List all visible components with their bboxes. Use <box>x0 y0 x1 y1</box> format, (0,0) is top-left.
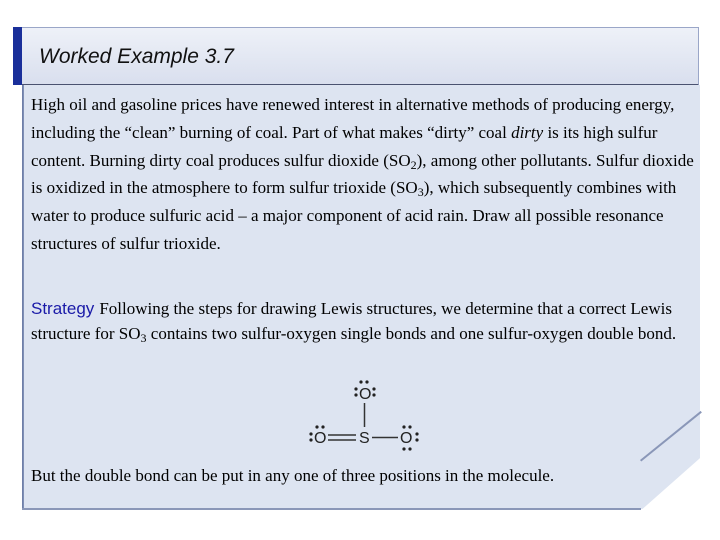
problem-paragraph <box>31 91 697 258</box>
lone-pair-dot <box>321 425 324 428</box>
atom-o-top: O <box>359 386 372 403</box>
lone-pair-dot <box>372 387 375 390</box>
lone-pair-dot <box>359 380 362 383</box>
problem-text-3: ), among other pollutants. Sulfur dioxide is oxidized in the atmosphere to form sulfur trioxide (SO <box>31 150 694 198</box>
panel-bottom-edge <box>22 508 641 510</box>
lone-pair-dot <box>309 432 312 435</box>
strategy-subscript-3: 3 <box>140 331 147 345</box>
lone-pair-dot <box>402 425 405 428</box>
atom-o-right: O <box>400 430 413 447</box>
footer-text: But the double bond can be put in any one of three positions in the molecule. <box>31 466 555 485</box>
lone-pair-dot <box>372 393 375 396</box>
lone-pair-dot <box>402 447 405 450</box>
lone-pair-dot <box>354 393 357 396</box>
lone-pair-dot <box>408 425 411 428</box>
lone-pair-dot <box>315 425 318 428</box>
problem-text-2: is its high sulfur content. Burning dirty coal produces sulfur dioxide (SO <box>31 122 658 170</box>
lewis-structure-so3 <box>300 375 430 455</box>
problem-italic-dirty: dirty <box>511 122 544 142</box>
page-title: Worked Example 3.7 <box>39 45 234 68</box>
lone-pair-dot <box>354 387 357 390</box>
problem-text-4: ), which subsequently combines with water to produce sulfuric acid – a major component of acid rain. Draw all possible resonance structures of sulfur trioxide. <box>31 178 677 253</box>
problem-text-1: High oil and gasoline prices have renewed interest in alternative methods of producing energy, including the “clean” burning of coal. Part of what makes “dirty” coal <box>31 95 675 142</box>
strategy-label: Strategy <box>31 299 95 318</box>
strategy-text-1: Following the steps for drawing Lewis structures, we determine that a correct Lewis structure for SO <box>31 299 672 343</box>
lone-pair-dot <box>415 438 418 441</box>
lone-pair-dot <box>365 380 368 383</box>
subscript-3: 3 <box>417 185 424 200</box>
header-accent-bar <box>13 27 22 85</box>
lone-pair-dot <box>408 447 411 450</box>
subscript-2: 2 <box>410 157 417 172</box>
lone-pair-dot <box>309 438 312 441</box>
atom-o-left: O <box>314 430 327 447</box>
atom-s-central: S <box>359 430 370 447</box>
panel-left-edge <box>22 85 23 509</box>
lone-pair-dot <box>415 432 418 435</box>
strategy-text-2: contains two sulfur-oxygen single bonds and one sulfur-oxygen double bond. <box>146 324 677 343</box>
strategy-paragraph <box>31 296 697 346</box>
